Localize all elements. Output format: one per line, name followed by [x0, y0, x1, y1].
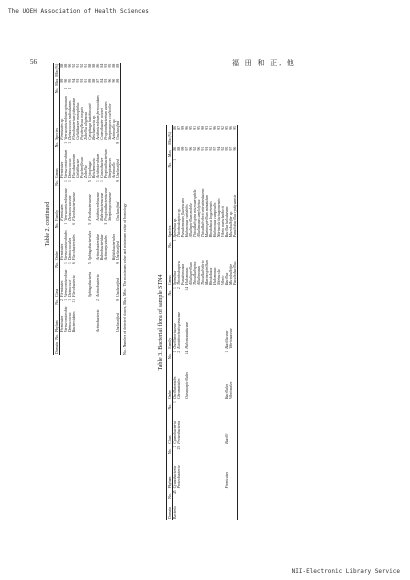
table-cell: 95 [68, 78, 72, 83]
table-cell: Microbulbifer sp. [229, 210, 233, 238]
table-cell: 92 [221, 126, 225, 130]
table-cell: 95 [189, 126, 193, 130]
table-cell: Pseudomonas fluorescens [181, 198, 185, 238]
table-cell: Actinobacteridae [96, 233, 100, 261]
table-cell: 94 [72, 78, 76, 83]
table-cell: 92 [209, 146, 213, 151]
table-cell: 95 [225, 126, 229, 130]
table-cell: Flavobacterium johnsoniae [72, 97, 76, 140]
table-cell: 1 [173, 445, 177, 448]
table-cell: Rhodobaca bogoriensis [209, 201, 213, 238]
table-cell: 93 [205, 126, 209, 130]
table-cell: Oscillatoriaceae [173, 323, 177, 349]
column-header: Max [167, 150, 172, 158]
column-header: Order [54, 251, 59, 261]
column-header: Min (%) [167, 131, 172, 145]
table-cell: 92 [221, 146, 225, 151]
table-cell: 93 [104, 78, 108, 83]
table-cell: 96 [233, 146, 237, 151]
table-cell: 92 [80, 63, 84, 68]
table-cell: 90 [68, 63, 72, 68]
table-cell: Thioalkalispira microaerophila [193, 189, 197, 238]
table-cell: Firmicutes [60, 161, 64, 179]
table-cell: Firmicutes [60, 204, 64, 221]
table-cell: 1 [173, 350, 177, 353]
table-cell: 1 [64, 141, 68, 144]
table-cell: Deinococcus radiodurans [68, 100, 72, 140]
column-header: No. [54, 262, 59, 268]
table-2-block [45, 63, 127, 355]
table-cell: 86 [173, 126, 177, 130]
table-cell: 1 [173, 287, 177, 289]
table-cell: Flexibacteraceae [88, 194, 92, 221]
table-cell: Deinococci [68, 279, 72, 297]
table-cell: Thiorhodospira sp. [177, 208, 181, 238]
table-cell: Marinospirillum minutulum [205, 194, 209, 238]
table-cell: Alkalimonas [197, 266, 201, 286]
table-cell: 1 [173, 239, 177, 242]
table-cell: Flavobacteriaceae [72, 192, 76, 221]
table-cell: Acidimicrobium ferrooxidans [96, 95, 100, 140]
table-cell [233, 500, 238, 520]
column-header: No. [167, 353, 172, 360]
table-cell: Cyanobacteria [173, 465, 177, 489]
table-cell: Thiorhodospira [177, 261, 181, 286]
table-cell: 87 [96, 78, 100, 83]
table-cell: Unclassified [116, 159, 120, 179]
table-cell: Microbulbifer [229, 263, 233, 286]
table-cell [116, 222, 121, 230]
table-cell: 9 [116, 298, 120, 301]
column-header: No. [54, 334, 59, 340]
table-cell: Actinomycetales [104, 235, 108, 261]
table-cell: Cytophaga [88, 161, 92, 179]
table-cell: 90 [201, 126, 205, 130]
table-cell: 95 [197, 126, 201, 130]
table-cell: Alkalispirillum [189, 262, 193, 286]
table-cell: 97 [185, 146, 189, 151]
table-cell: 1 [68, 262, 72, 265]
table-cell: 99 [181, 126, 185, 130]
table-cell: 1 [68, 141, 72, 144]
table-cell: Verrucomicrobium spinosum [64, 96, 68, 140]
table-cell: Propionibacteriaceae [104, 187, 108, 221]
table-cell: Firmicutes [225, 471, 229, 489]
table-cell: Propionibacterium acnes [104, 101, 108, 140]
table-cell: Nitrincola [217, 269, 221, 286]
table-cell: 93 [205, 146, 209, 151]
table-cell: Nitrincola lacisaponensis [217, 198, 221, 238]
table-cell: Firmicutes [60, 315, 64, 333]
table-cell: Actinoallo sp. [112, 118, 116, 140]
table-cell: 91 [201, 146, 205, 151]
table-cell: 1 [64, 222, 68, 225]
table-cell: 97 [229, 146, 233, 151]
table-cell: Chromatiales [177, 378, 181, 400]
column-header: No. [54, 141, 59, 148]
table-cell: 92 [193, 146, 197, 151]
table-cell: 88 [64, 63, 68, 68]
table-cell: Alkalimonas amylolytica [197, 199, 201, 238]
table-cell [233, 455, 238, 489]
column-header: No. [54, 87, 59, 94]
table-cell: Sphingobacteria [88, 271, 92, 297]
table-cell: Bacilli [225, 433, 229, 444]
page-number: 56 [30, 58, 37, 66]
column-header: No. [167, 242, 172, 248]
table-cell [233, 350, 238, 360]
table-cell: 1 [173, 159, 177, 161]
table-cell: 93 [104, 63, 108, 68]
table-cell: Vibrio metschnikovii [221, 206, 225, 238]
table-cell: 2 [177, 350, 181, 353]
table-3-block [158, 125, 238, 520]
table-3-caption: Table 3. Bacterial flora of sample STN4 [158, 274, 164, 371]
table-cell: 96 [189, 146, 193, 151]
table-cell: Verrucomicrobium [64, 149, 68, 179]
table-cell: 96 [185, 126, 189, 130]
table-cell: Spirulina [173, 270, 177, 286]
table-cell: 25 [177, 445, 181, 450]
column-header: Species [167, 225, 172, 238]
table-cell: Oceanospirillales [185, 372, 189, 400]
column-header: No. [54, 222, 59, 229]
column-header: Species [54, 128, 59, 140]
table-cell: 1 [64, 262, 68, 265]
table-cell: 6 [72, 222, 76, 225]
table-cell: Verrucomicrobiae [64, 269, 68, 297]
column-header: No. [54, 180, 59, 186]
table-cell: 88 [92, 63, 96, 68]
column-header: Max [54, 78, 59, 86]
table-cell: 1 [64, 87, 68, 90]
running-head: 福 田 和 正, 他 [232, 59, 296, 67]
table-cell: Vibrionales [229, 381, 233, 400]
table-cell: 14 [185, 287, 189, 291]
table-cell: 99 [181, 146, 185, 151]
table-cell: 93 [217, 126, 221, 130]
table-cell: Proteobacteria [177, 420, 181, 444]
table-cell: Sphingobacteriales [88, 230, 92, 261]
column-header: Genus [54, 168, 59, 179]
table-cell: 89 [116, 63, 120, 68]
column-header: No. [54, 298, 59, 305]
table-cell: Bifidobacteriales [112, 233, 116, 261]
table-cell: 90 [112, 78, 116, 83]
table-cell: Verrucomicrobia [64, 306, 68, 333]
table-cell: Firmicutes [60, 280, 64, 297]
table-cell: 88 [92, 78, 96, 83]
table-cell: 86 [173, 146, 177, 151]
table-cell [233, 410, 238, 444]
table-cell: 92 [72, 63, 76, 68]
table-cell: Streptomyces coelicolor [108, 103, 112, 140]
table-cell: Ectothiorhodospiraceae [177, 312, 181, 349]
table-cell: 94 [217, 146, 221, 151]
table-cell: Acidimicrobiaceae [96, 192, 100, 221]
table-cell: Paraliobacillus [233, 261, 237, 286]
table-cell: Bacteroidetes [72, 311, 76, 333]
table-cell: Bacillus halodurans [225, 206, 229, 238]
table-cell: Streptomycetaceae [108, 192, 112, 221]
table-cell: 89 [88, 78, 92, 83]
table-cell: Unclassified [116, 278, 120, 297]
table-cell: 5 [88, 222, 92, 225]
table-cell: Halomonas campisalis [213, 202, 217, 238]
table-cell: 1 [173, 401, 177, 403]
table-cell: 96 [229, 126, 233, 130]
table-cell: 87 [177, 126, 181, 130]
column-header: No. [167, 161, 172, 168]
table-cell: Zobellia [84, 165, 88, 179]
table-cell: Flavobacteria [72, 275, 76, 297]
table-cell: Firmicutes [60, 243, 64, 261]
table-cell: Zobellia uliginosa [84, 112, 88, 140]
table-cell: 6 [72, 262, 76, 265]
column-header: Order [167, 390, 172, 400]
table-cell: Rubrobacteraceae [100, 192, 104, 221]
column-header: Phylum [167, 476, 172, 489]
table-cell: Spirulina sp. [173, 217, 177, 238]
table-cell: 93 [80, 78, 84, 83]
library-footer: NII-Electronic Library Service [291, 568, 400, 575]
table-cell: 96 [197, 146, 201, 151]
table-cell: Unclassified [116, 313, 120, 333]
table-cell: Actinobacteria [96, 309, 100, 333]
table-cell: Flavobacteriales [72, 234, 76, 261]
table-cell: 45 [173, 490, 177, 495]
table-cell: Streptomyces [108, 158, 112, 179]
table-cell: Bacillaceae [225, 330, 229, 349]
table-cell: Flavobacterium [72, 153, 76, 179]
table-cell [233, 445, 238, 455]
table-cell: 95 [108, 63, 112, 68]
table-cell: 3 [104, 222, 108, 225]
column-header: Domain [54, 341, 59, 354]
table-cell: 2 [60, 298, 64, 301]
table-cell: Halomonas [213, 267, 217, 286]
column-header: No. [167, 403, 172, 410]
table-cell: Reichenowia [92, 158, 96, 179]
table-cell: 1 [64, 180, 68, 183]
table-cell: 90 [64, 78, 68, 83]
table-cell: Psychroflexus torquis [80, 107, 84, 140]
table-cell: Conexibacter [100, 157, 104, 179]
table-cell: Verrucomicrobiales [64, 230, 68, 261]
table-cell: 91 [84, 63, 88, 68]
column-header: Min (%) [54, 63, 59, 77]
table-cell [233, 400, 238, 410]
table-2-footnote: No.: Number of detected clones, Max, Min : The maximum value and minimum value of homology [123, 203, 127, 355]
table-cell: 1 [96, 180, 100, 183]
table-cell [233, 158, 238, 168]
table-cell: 97 [213, 146, 217, 151]
table-cell: 86 [96, 63, 100, 68]
table-cell [233, 286, 238, 296]
table-cell: Marinospirillum [205, 259, 209, 286]
table-cell: Actinobacteria [96, 274, 100, 297]
table-3-body [173, 125, 238, 520]
table-cell: Unclassified [116, 241, 120, 261]
table-cell: 84 [100, 78, 104, 83]
column-header: No. [167, 493, 172, 499]
table-cell: 95 [225, 146, 229, 151]
table-cell: 2 [96, 298, 100, 301]
table-cell: Cytophaga hutchinsonii [88, 103, 92, 140]
table-cell: Halomonas variabilis [185, 204, 189, 238]
table-cell: 9 [116, 180, 120, 183]
table-cell: Thioalkalivibrio [201, 260, 205, 286]
table-cell: 95 [233, 126, 237, 130]
table-cell: Rubrobacteridae [100, 234, 104, 261]
table-cell: 2 [177, 287, 181, 289]
column-header: Genus [167, 275, 172, 286]
column-header: No. [167, 289, 172, 296]
table-cell: 93 [76, 78, 80, 83]
column-header: Class [54, 288, 59, 297]
table-cell: 88 [88, 63, 92, 68]
table-cell: 88 [60, 63, 64, 68]
table-cell: 88 [112, 63, 116, 68]
table-cell: 84 [100, 63, 104, 68]
table-cell [233, 238, 238, 248]
table-cell: 91 [84, 78, 88, 83]
column-header: Family [167, 337, 172, 349]
table-cell: Halomonadaceae [185, 321, 189, 349]
table-cell: Rhodobaca [209, 267, 213, 286]
table-cell: 1 [68, 298, 72, 301]
table-row [116, 63, 121, 355]
table-cell: Bacillales [225, 383, 229, 400]
table-cell: 14 [185, 350, 189, 355]
table-cell [233, 489, 238, 499]
table-cell: 91 [76, 63, 80, 68]
table-cell: 5 [88, 180, 92, 183]
table-cell: Cyanobacteria [173, 421, 177, 444]
table-cell: Verrucomicrobiaceae [64, 188, 68, 221]
table-cell: Thioalkalivibrio nitratireducens [201, 188, 205, 238]
table-cell: Conexibacter woesei [100, 108, 104, 140]
table-cell: Thioalkalispira [193, 261, 197, 286]
column-header: Domain [167, 506, 172, 519]
table-cell: Paraliobacillus ryukyuensis [233, 194, 237, 238]
table-cell: 5 [88, 262, 92, 265]
table-cell: 1 [68, 87, 72, 90]
table-cell: Pseudomonas [181, 263, 185, 286]
table-cell: Deinococcales [68, 237, 72, 261]
table-cell: Gelidibacter [76, 158, 80, 179]
table-cell: Proteobacteria [177, 465, 181, 489]
table-cell: Unclassified [116, 120, 120, 140]
table-cell: 91 [193, 126, 197, 130]
table-cell: 11 [72, 298, 76, 303]
table-3 [166, 125, 238, 520]
table-cell: Actinoallo [112, 162, 116, 179]
table-cell: Deinococcus [68, 158, 72, 179]
table-cell: Acidimicrobium [96, 153, 100, 179]
table-cell [116, 87, 121, 95]
table-cell [233, 296, 238, 349]
table-cell: Deinococcus [68, 312, 72, 333]
table-row [233, 125, 238, 520]
table-cell [116, 341, 121, 355]
column-header: No. [167, 448, 172, 455]
table-cell: Unclassified [116, 201, 120, 221]
table-cell: Propionibacterium [104, 149, 108, 179]
table-cell: Oscillatoriales [173, 376, 177, 400]
table-cell: Vibrio [221, 275, 225, 286]
table-cell: 88 [177, 146, 181, 151]
table-cell: Vibrionaceae [229, 328, 233, 349]
table-cell: 9 [116, 262, 120, 265]
table-cell: 1 [100, 180, 104, 183]
table-cell: Alkalispirillum mobile [189, 203, 193, 238]
table-cell: 96 [108, 78, 112, 83]
table-cell: Bacteria [173, 506, 177, 519]
column-header: Family [54, 209, 59, 221]
table-cell: 89 [116, 78, 120, 83]
table-cell [233, 360, 238, 400]
column-header: Phylum [54, 320, 59, 333]
column-header: Class [167, 435, 172, 444]
table-cell: Reichenowia sp. [92, 114, 96, 140]
table-2-body [60, 63, 121, 355]
table-cell: 91 [209, 126, 213, 130]
table-cell: 1 [68, 180, 72, 183]
table-2-caption: Table 2. continued [45, 201, 51, 247]
table-cell: 1 [64, 298, 68, 301]
publisher-header: The UOEH Association of Health Sciences [8, 8, 149, 15]
table-cell: Deinococcaceae [68, 195, 72, 221]
table-cell: Gelidibacter mesophilus [76, 102, 80, 140]
table-cell: 89 [60, 78, 64, 83]
table-2 [53, 63, 121, 355]
table-cell: 1 [225, 350, 229, 353]
table-cell: Psychroflexus [80, 156, 84, 179]
table-cell: 96 [213, 126, 217, 130]
table-cell: Firmicutes sp. [60, 118, 64, 140]
table-cell [116, 333, 121, 341]
table-cell: Halomonas [185, 267, 189, 286]
table-cell: Bacillus [225, 272, 229, 286]
table-cell: 9 [116, 141, 120, 144]
